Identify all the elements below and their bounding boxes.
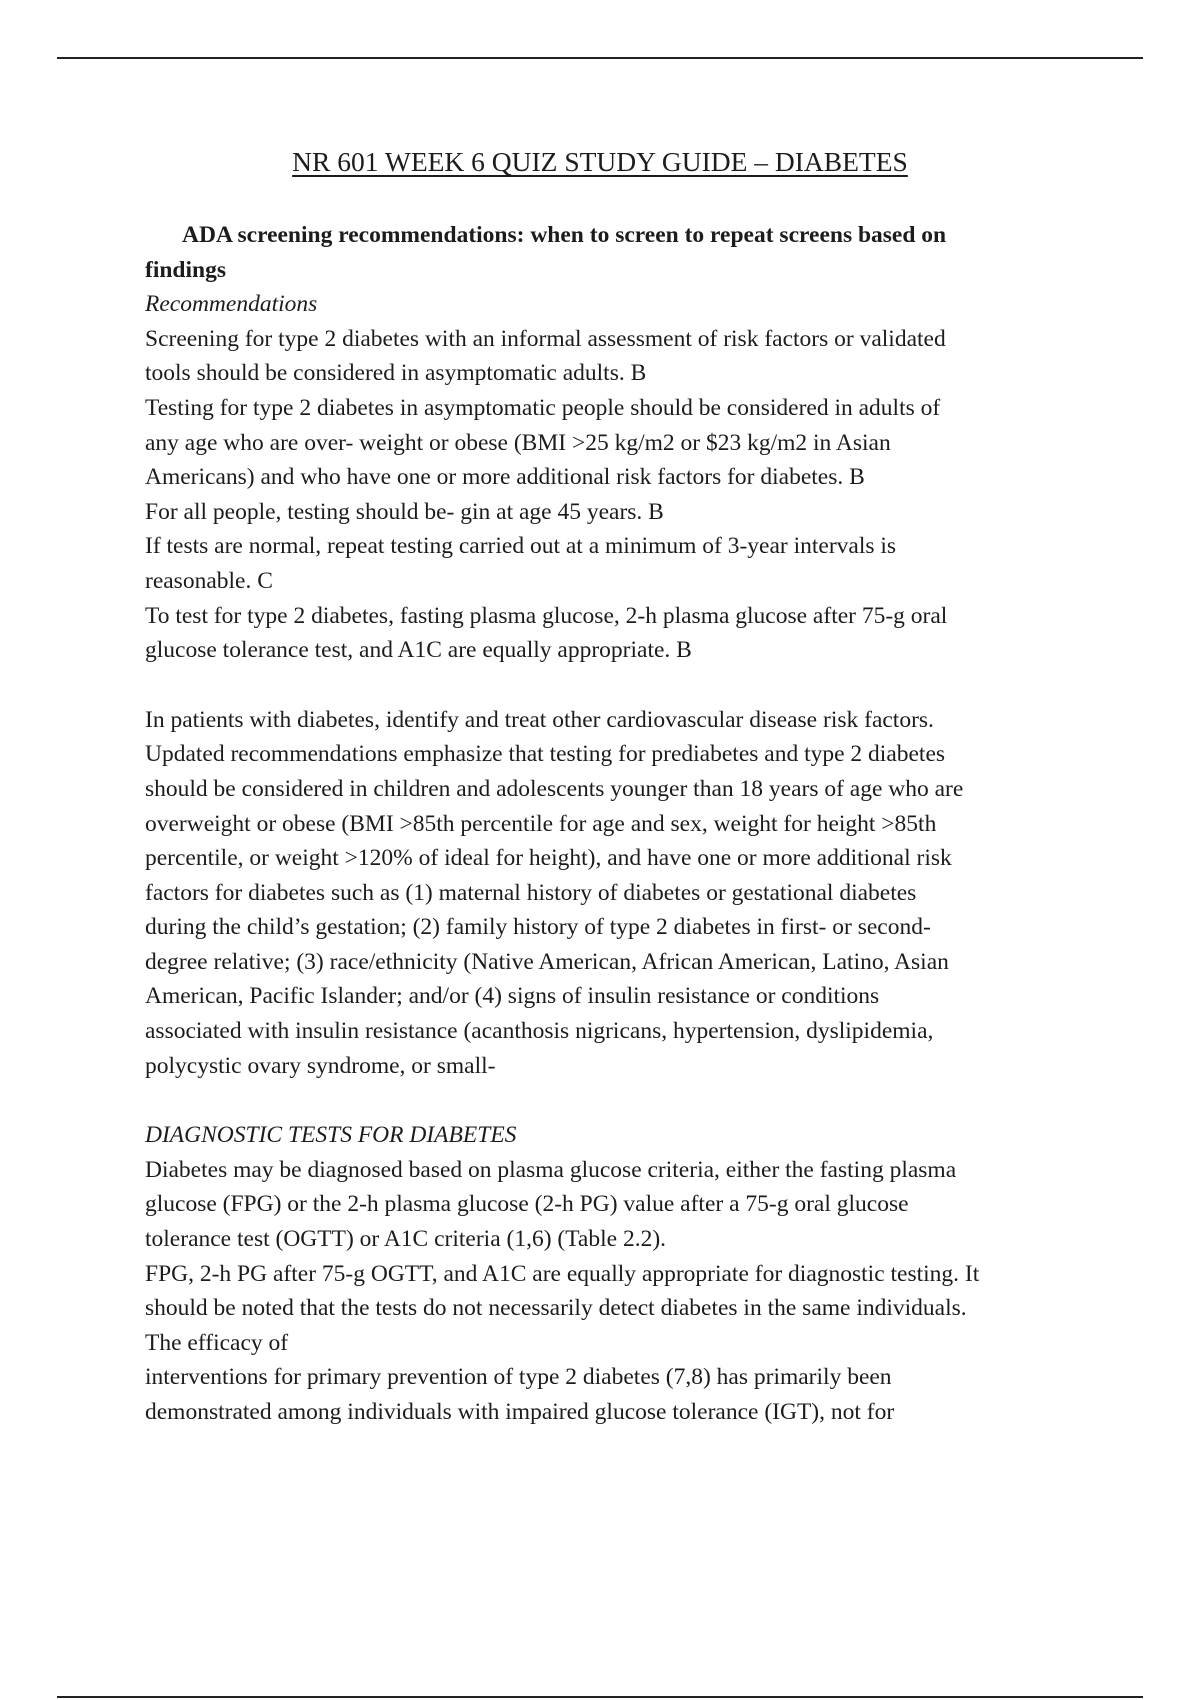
paragraph-line: factors for diabetes such as (1) maternal history of diabetes or gestational diabetes	[145, 879, 917, 906]
diagnostic-line: tolerance test (OGTT) or A1C criteria (1,6) (Table 2.2).	[145, 1226, 667, 1253]
paragraph-gap	[145, 668, 1105, 703]
diagnostic-tests-label: DIAGNOSTIC TESTS FOR DIABETES	[145, 1122, 517, 1149]
recommendation-line: glucose tolerance test, and A1C are equally appropriate. B	[145, 637, 692, 664]
diagnostic-line: interventions for primary prevention of type 2 diabetes (7,8) has primarily been	[145, 1364, 892, 1391]
paragraph-line: overweight or obese (BMI >85th percentile for age and sex, weight for height >85th	[145, 810, 937, 837]
diagnostic-line: Diabetes may be diagnosed based on plasma glucose criteria, either the fasting plasma	[145, 1156, 957, 1183]
diagnostic-line: FPG, 2-h PG after 75-g OGTT, and A1C are equally appropriate for diagnostic testing. It	[145, 1260, 980, 1287]
paragraph-line: In patients with diabetes, identify and treat other cardiovascular disease risk factors.	[145, 706, 934, 733]
diagnostic-line: demonstrated among individuals with impaired glucose tolerance (IGT), not for	[145, 1399, 895, 1425]
recommendation-line: If tests are normal, repeat testing carried out at a minimum of 3-year intervals is	[145, 533, 897, 560]
recommendation-line: Testing for type 2 diabetes in asymptomatic people should be considered in adults of	[145, 394, 941, 421]
paragraph-line: Updated recommendations emphasize that testing for prediabetes and type 2 diabetes	[145, 741, 946, 768]
paragraph-line: associated with insulin resistance (acanthosis nigricans, hypertension, dyslipidemia,	[145, 1018, 934, 1045]
recommendation-line: Americans) and who have one or more additional risk factors for diabetes. B	[145, 464, 865, 491]
paragraph-line: polycystic ovary syndrome, or small-	[145, 1052, 496, 1079]
top-rule	[57, 57, 1143, 59]
paragraph-gap	[145, 1083, 1105, 1118]
paragraph-line: should be considered in children and adolescents younger than 18 years of age who are	[145, 775, 964, 802]
paragraph-line: degree relative; (3) race/ethnicity (Native American, African American, Latino, Asian	[145, 948, 949, 975]
recommendation-line: To test for type 2 diabetes, fasting plasma glucose, 2-h plasma glucose after 75-g oral	[145, 602, 948, 629]
bottom-rule	[57, 1696, 1143, 1698]
recommendation-line: tools should be considered in asymptomatic adults. B	[145, 360, 647, 387]
document-body	[145, 218, 1105, 1430]
diagnostic-line: The efficacy of	[145, 1329, 289, 1356]
diagnostic-line: glucose (FPG) or the 2-h plasma glucose (2-h PG) value after a 75-g oral glucose	[145, 1191, 909, 1218]
section-heading-line: ADA screening recommendations: when to screen to repeat screens based on	[182, 222, 947, 248]
recommendation-line: For all people, testing should be- gin at age 45 years. B	[145, 498, 664, 525]
recommendation-line: Screening for type 2 diabetes with an informal assessment of risk factors or validated	[145, 325, 946, 352]
section-heading-line: findings	[145, 256, 226, 283]
paragraph-line: percentile, or weight >120% of ideal for height), and have one or more additional risk	[145, 845, 952, 872]
recommendations-label: Recommendations	[145, 291, 318, 318]
diagnostic-line: should be noted that the tests do not necessarily detect diabetes in the same individuals.	[145, 1295, 967, 1322]
page-title: NR 601 WEEK 6 QUIZ STUDY GUIDE – DIABETES	[292, 146, 908, 177]
recommendation-line: reasonable. C	[145, 567, 273, 594]
recommendation-line: any age who are over- weight or obese (BMI >25 kg/m2 or $23 kg/m2 in Asian	[145, 429, 891, 456]
paragraph-line: during the child’s gestation; (2) family history of type 2 diabetes in first- or second-	[145, 914, 931, 941]
paragraph-line: American, Pacific Islander; and/or (4) signs of insulin resistance or conditions	[145, 983, 880, 1010]
